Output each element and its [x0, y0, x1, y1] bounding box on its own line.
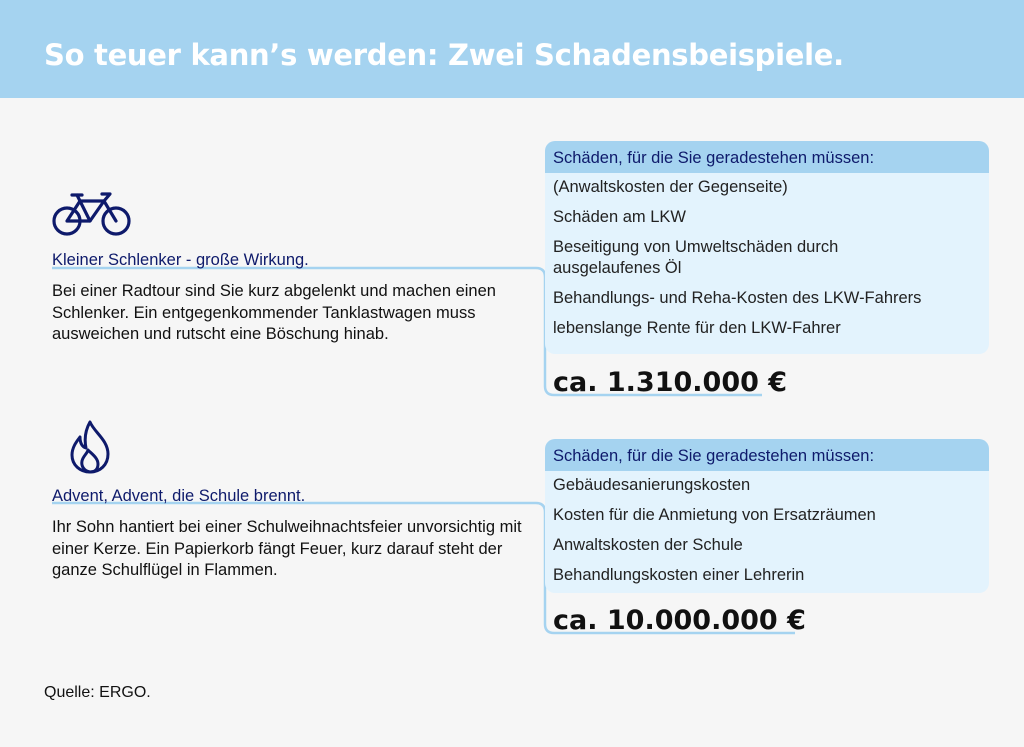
case-1-panel-heading: Schäden, für die Sie geradestehen müssen: — [545, 141, 989, 173]
case-1-title: Kleiner Schlenker - große Wirkung. — [52, 251, 309, 269]
source-note: Quelle: ERGO. — [44, 684, 151, 701]
case-2-damages-panel — [545, 439, 989, 593]
list-item: Schäden am LKW — [553, 208, 686, 226]
list-item: (Anwaltskosten der Gegenseite) — [553, 178, 788, 196]
case-1-total: ca. 1.310.000 € — [553, 367, 788, 398]
list-item: Gebäudesanierungskosten — [553, 476, 751, 494]
flame-icon — [68, 420, 114, 474]
list-item: Kosten für die Anmietung von Ersatzräumen — [553, 506, 876, 524]
list-item: Anwaltskosten der Schule — [553, 536, 743, 554]
case-2-description: Ihr Sohn hantiert bei einer Schulweihnachtsfeier unvorsichtig mit einer Kerze. Ein Papierkorb fängt Feuer, kurz darauf steht der ganze Schulflügel in Flammen. — [52, 518, 522, 579]
case-2-panel-heading: Schäden, für die Sie geradestehen müssen: — [545, 439, 989, 471]
list-item: Behandlungskosten einer Lehrerin — [553, 566, 805, 584]
list-item: Behandlungs- und Reha-Kosten des LKW-Fahrers — [553, 289, 922, 307]
page-title: So teuer kann’s werden: Zwei Schadensbeispiele. — [44, 38, 844, 72]
case-1-description: Bei einer Radtour sind Sie kurz abgelenkt und machen einen Schlenker. Ein entgegenkommender Tanklastwagen muss ausweichen und rutscht eine Böschung hinab. — [52, 282, 496, 343]
bicycle-icon — [52, 190, 132, 238]
case-2-title: Advent, Advent, die Schule brennt. — [52, 487, 306, 505]
case-2-total: ca. 10.000.000 € — [553, 605, 806, 636]
case-2-damages-list — [545, 471, 989, 586]
list-item: Beseitigung von Umweltschäden durch ausgelaufenes Öl — [553, 238, 839, 277]
case-1-damages-list — [545, 173, 989, 339]
list-item: lebenslange Rente für den LKW-Fahrer — [553, 319, 841, 337]
case-1-damages-panel — [545, 141, 989, 354]
